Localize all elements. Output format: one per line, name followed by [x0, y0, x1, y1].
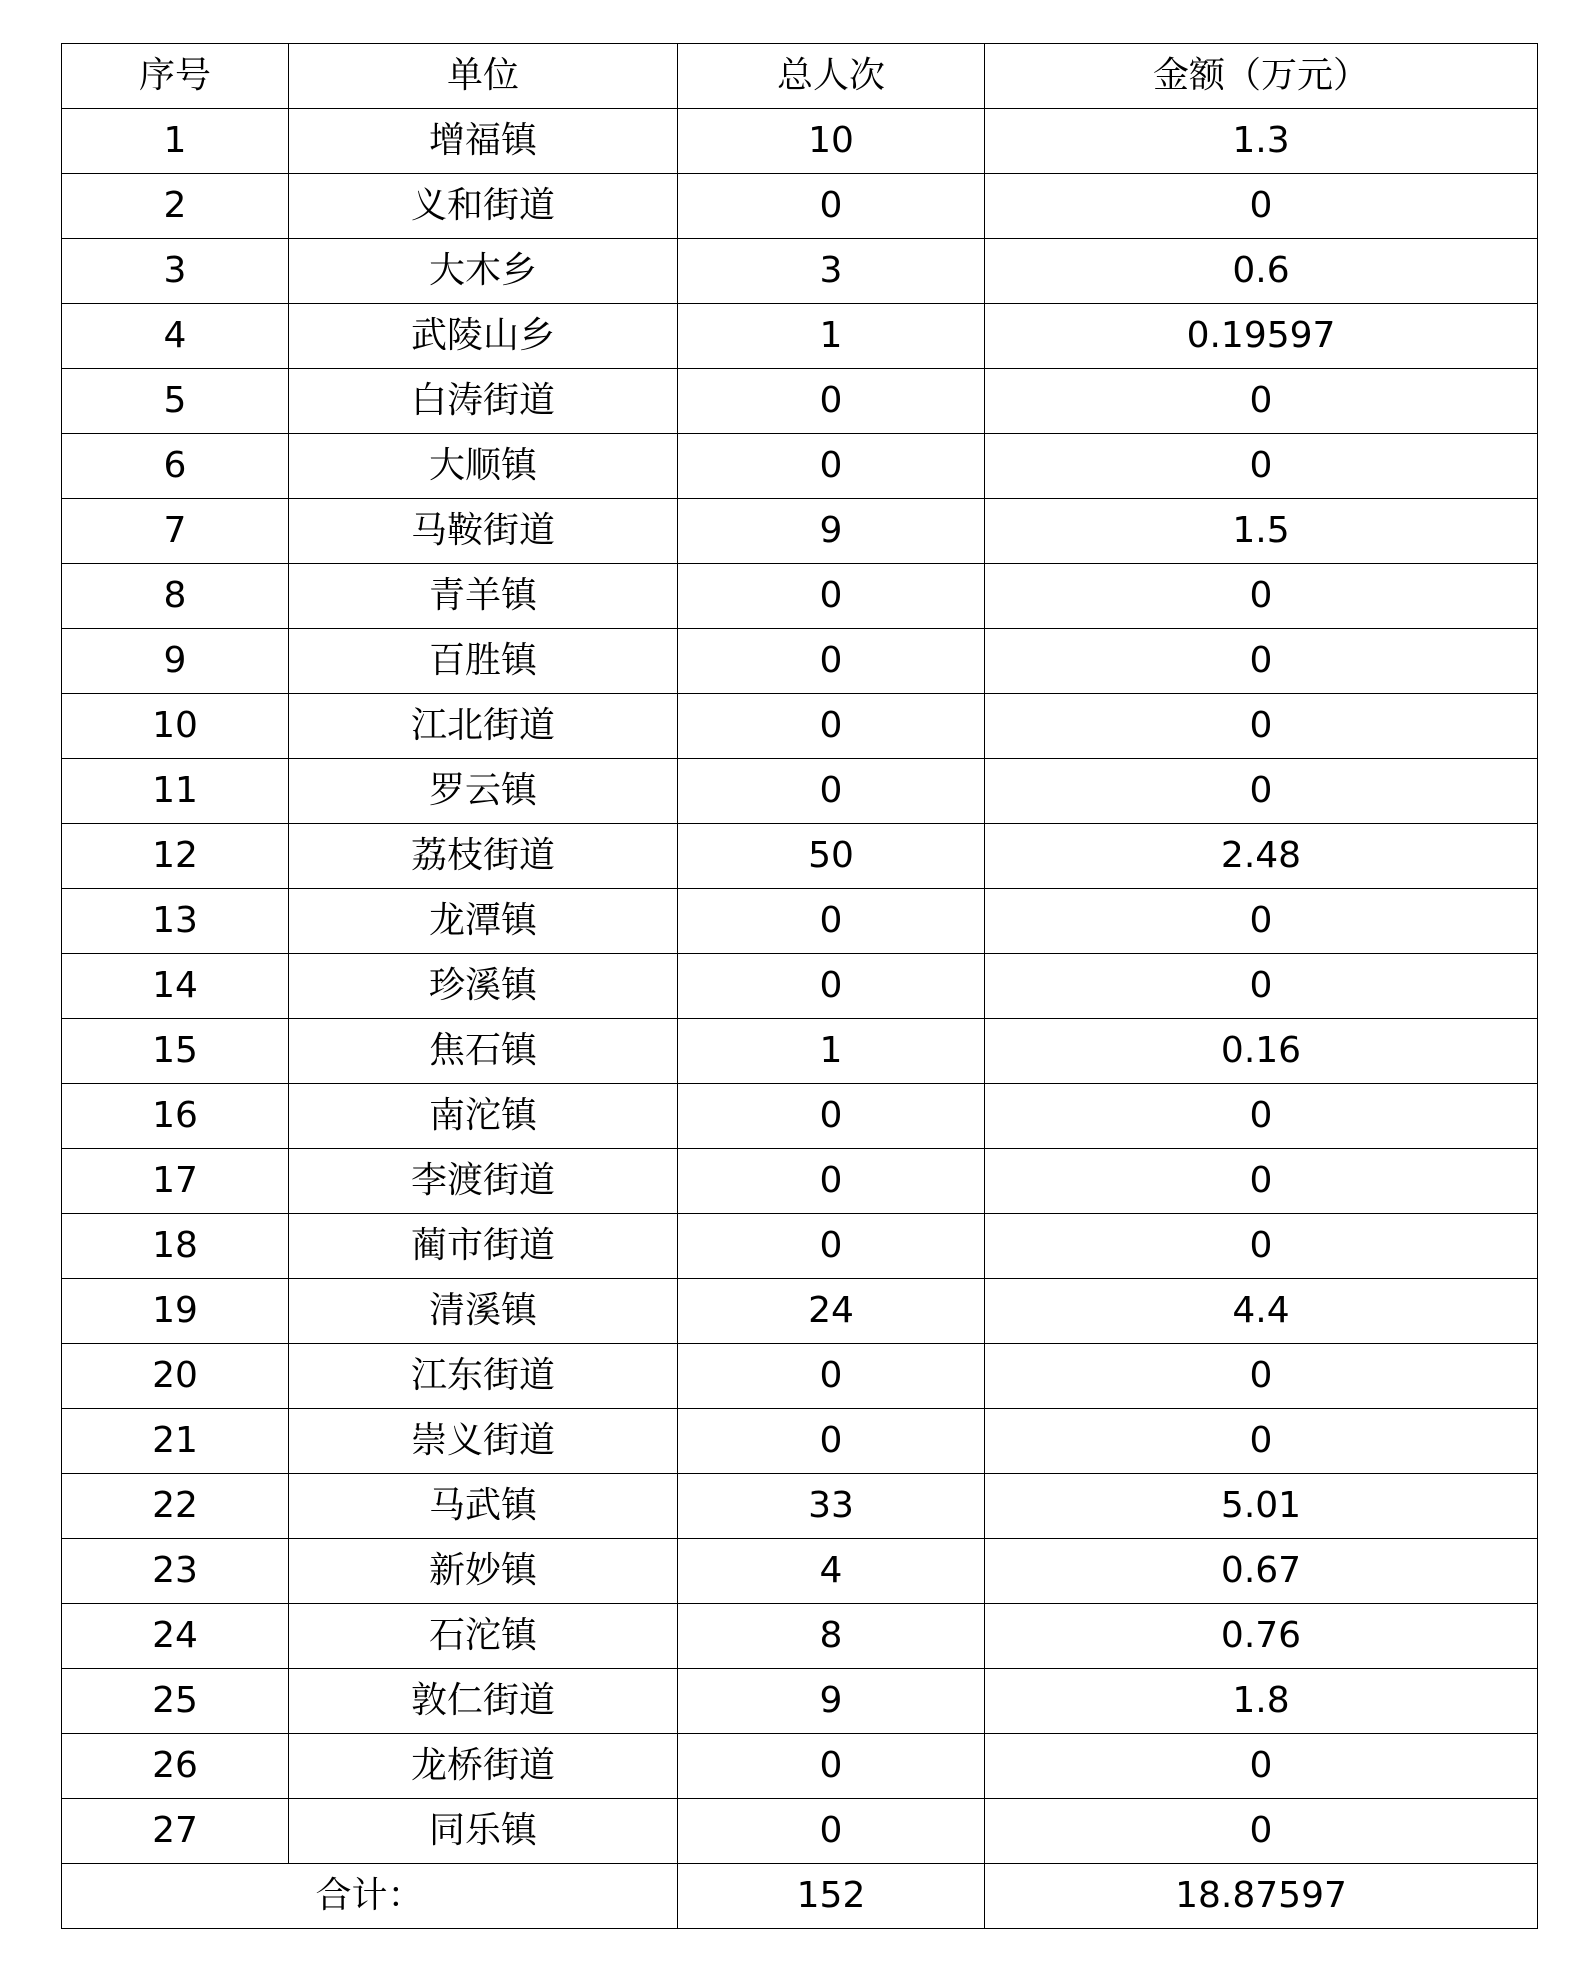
cell-unit: 江东街道 [289, 1344, 678, 1409]
cell-amount: 0.19597 [985, 304, 1538, 369]
cell-total-count: 9 [678, 1669, 985, 1734]
cell-amount: 0 [985, 1344, 1538, 1409]
cell-unit: 马鞍街道 [289, 499, 678, 564]
table-row [62, 564, 1538, 629]
cell-serial-number: 9 [62, 629, 289, 694]
header-total-count: 总人次 [678, 44, 985, 109]
cell-serial-number: 11 [62, 759, 289, 824]
table-body [62, 109, 1538, 1864]
cell-unit: 蔺市街道 [289, 1214, 678, 1279]
table-row [62, 499, 1538, 564]
cell-unit: 义和街道 [289, 174, 678, 239]
cell-amount: 0 [985, 759, 1538, 824]
cell-amount: 0.67 [985, 1539, 1538, 1604]
table-row [62, 1409, 1538, 1474]
cell-unit: 大顺镇 [289, 434, 678, 499]
cell-amount: 0.6 [985, 239, 1538, 304]
cell-unit: 马武镇 [289, 1474, 678, 1539]
cell-unit: 龙桥街道 [289, 1734, 678, 1799]
cell-unit: 龙潭镇 [289, 889, 678, 954]
cell-serial-number: 14 [62, 954, 289, 1019]
cell-amount: 0.76 [985, 1604, 1538, 1669]
cell-amount: 0.16 [985, 1019, 1538, 1084]
cell-serial-number: 24 [62, 1604, 289, 1669]
cell-amount: 4.4 [985, 1279, 1538, 1344]
cell-total-count: 10 [678, 109, 985, 174]
cell-unit: 李渡街道 [289, 1149, 678, 1214]
table-row [62, 954, 1538, 1019]
cell-amount: 2.48 [985, 824, 1538, 889]
cell-serial-number: 21 [62, 1409, 289, 1474]
table-row [62, 369, 1538, 434]
header-row [62, 44, 1538, 109]
table-row [62, 1669, 1538, 1734]
cell-total-count: 3 [678, 239, 985, 304]
cell-unit: 大木乡 [289, 239, 678, 304]
table-row [62, 759, 1538, 824]
table-row [62, 1019, 1538, 1084]
cell-serial-number: 18 [62, 1214, 289, 1279]
total-amount: 18.87597 [985, 1864, 1538, 1929]
cell-total-count: 1 [678, 304, 985, 369]
cell-unit: 罗云镇 [289, 759, 678, 824]
table-row [62, 304, 1538, 369]
cell-amount: 0 [985, 1084, 1538, 1149]
cell-serial-number: 27 [62, 1799, 289, 1864]
table-row [62, 1149, 1538, 1214]
cell-amount: 0 [985, 629, 1538, 694]
cell-unit: 白涛街道 [289, 369, 678, 434]
cell-amount: 0 [985, 369, 1538, 434]
cell-unit: 石沱镇 [289, 1604, 678, 1669]
cell-total-count: 0 [678, 1214, 985, 1279]
cell-unit: 南沱镇 [289, 1084, 678, 1149]
total-row [62, 1864, 1538, 1929]
cell-amount: 0 [985, 1409, 1538, 1474]
total-count: 152 [678, 1864, 985, 1929]
table-row [62, 434, 1538, 499]
cell-total-count: 4 [678, 1539, 985, 1604]
cell-unit: 崇义街道 [289, 1409, 678, 1474]
cell-serial-number: 16 [62, 1084, 289, 1149]
header-unit: 单位 [289, 44, 678, 109]
cell-total-count: 0 [678, 174, 985, 239]
cell-total-count: 0 [678, 1344, 985, 1409]
cell-amount: 1.5 [985, 499, 1538, 564]
cell-serial-number: 3 [62, 239, 289, 304]
cell-unit: 荔枝街道 [289, 824, 678, 889]
cell-serial-number: 5 [62, 369, 289, 434]
cell-total-count: 0 [678, 1799, 985, 1864]
cell-amount: 0 [985, 174, 1538, 239]
table-row [62, 1604, 1538, 1669]
cell-unit: 增福镇 [289, 109, 678, 174]
header-serial-number: 序号 [62, 44, 289, 109]
table-row [62, 694, 1538, 759]
cell-serial-number: 12 [62, 824, 289, 889]
cell-total-count: 0 [678, 369, 985, 434]
statistics-table [61, 43, 1538, 1929]
table-row [62, 1214, 1538, 1279]
cell-total-count: 0 [678, 434, 985, 499]
table-row [62, 1539, 1538, 1604]
table-row [62, 1799, 1538, 1864]
cell-serial-number: 8 [62, 564, 289, 629]
cell-amount: 0 [985, 1149, 1538, 1214]
cell-unit: 新妙镇 [289, 1539, 678, 1604]
cell-total-count: 0 [678, 694, 985, 759]
cell-total-count: 0 [678, 564, 985, 629]
table-row [62, 239, 1538, 304]
cell-amount: 1.3 [985, 109, 1538, 174]
cell-total-count: 0 [678, 1084, 985, 1149]
cell-amount: 0 [985, 694, 1538, 759]
cell-serial-number: 23 [62, 1539, 289, 1604]
cell-serial-number: 26 [62, 1734, 289, 1799]
table-row [62, 629, 1538, 694]
cell-amount: 0 [985, 1734, 1538, 1799]
cell-total-count: 50 [678, 824, 985, 889]
cell-serial-number: 13 [62, 889, 289, 954]
cell-total-count: 0 [678, 759, 985, 824]
cell-serial-number: 4 [62, 304, 289, 369]
cell-serial-number: 20 [62, 1344, 289, 1409]
cell-unit: 珍溪镇 [289, 954, 678, 1019]
cell-total-count: 0 [678, 889, 985, 954]
cell-serial-number: 15 [62, 1019, 289, 1084]
cell-total-count: 9 [678, 499, 985, 564]
cell-amount: 5.01 [985, 1474, 1538, 1539]
total-label: 合计： [62, 1864, 678, 1929]
cell-unit: 武陵山乡 [289, 304, 678, 369]
cell-total-count: 0 [678, 1149, 985, 1214]
cell-amount: 0 [985, 434, 1538, 499]
table-row [62, 1734, 1538, 1799]
cell-serial-number: 10 [62, 694, 289, 759]
cell-serial-number: 2 [62, 174, 289, 239]
cell-unit: 百胜镇 [289, 629, 678, 694]
table-row [62, 1084, 1538, 1149]
cell-total-count: 8 [678, 1604, 985, 1669]
cell-total-count: 0 [678, 954, 985, 1019]
cell-serial-number: 22 [62, 1474, 289, 1539]
cell-serial-number: 1 [62, 109, 289, 174]
table-row [62, 109, 1538, 174]
cell-amount: 0 [985, 889, 1538, 954]
cell-total-count: 0 [678, 629, 985, 694]
cell-total-count: 24 [678, 1279, 985, 1344]
cell-amount: 0 [985, 1799, 1538, 1864]
table-row [62, 889, 1538, 954]
cell-serial-number: 25 [62, 1669, 289, 1734]
cell-unit: 敦仁街道 [289, 1669, 678, 1734]
cell-amount: 0 [985, 564, 1538, 629]
header-amount: 金额（万元） [985, 44, 1538, 109]
cell-unit: 青羊镇 [289, 564, 678, 629]
cell-serial-number: 17 [62, 1149, 289, 1214]
cell-amount: 1.8 [985, 1669, 1538, 1734]
cell-unit: 清溪镇 [289, 1279, 678, 1344]
table-row [62, 824, 1538, 889]
cell-serial-number: 6 [62, 434, 289, 499]
table-row [62, 1474, 1538, 1539]
cell-serial-number: 7 [62, 499, 289, 564]
cell-unit: 江北街道 [289, 694, 678, 759]
cell-amount: 0 [985, 954, 1538, 1019]
table-row [62, 174, 1538, 239]
cell-total-count: 1 [678, 1019, 985, 1084]
cell-total-count: 0 [678, 1734, 985, 1799]
cell-unit: 焦石镇 [289, 1019, 678, 1084]
cell-serial-number: 19 [62, 1279, 289, 1344]
table-row [62, 1344, 1538, 1409]
cell-unit: 同乐镇 [289, 1799, 678, 1864]
cell-amount: 0 [985, 1214, 1538, 1279]
cell-total-count: 33 [678, 1474, 985, 1539]
table-row [62, 1279, 1538, 1344]
cell-total-count: 0 [678, 1409, 985, 1474]
